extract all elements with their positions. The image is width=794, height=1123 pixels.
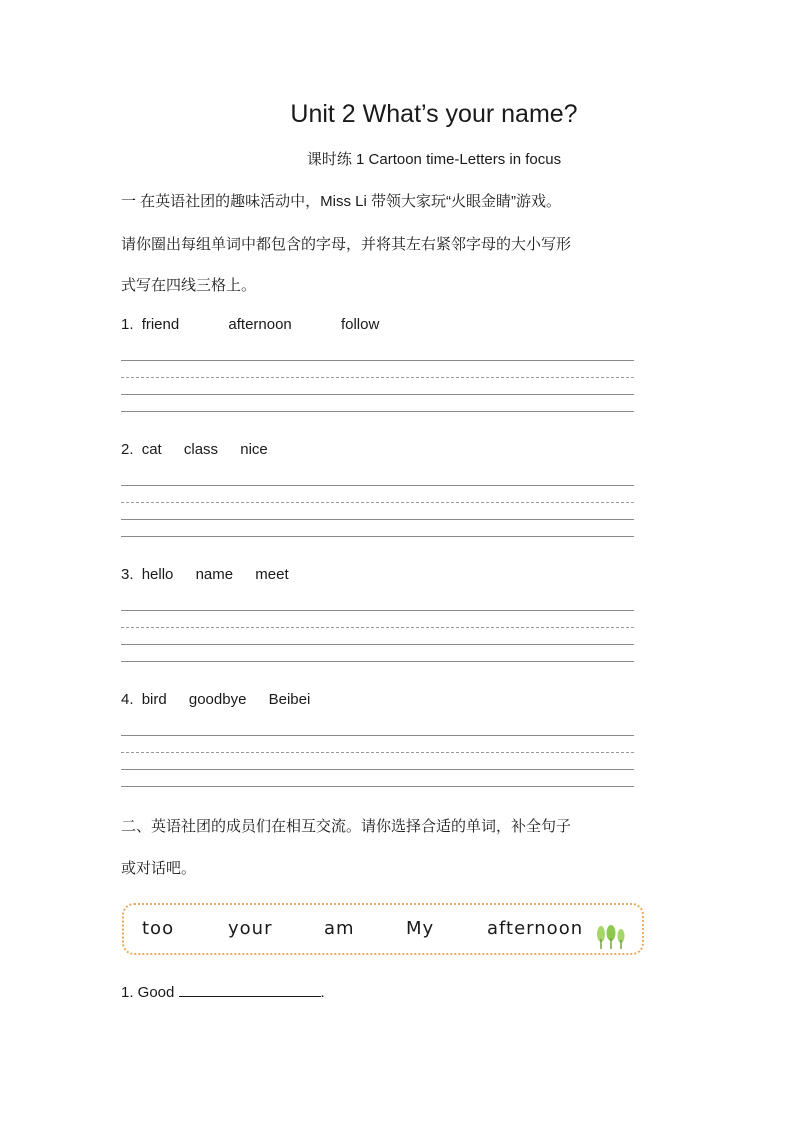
word-bank-item: your — [228, 918, 273, 939]
word-bank-item: too — [142, 918, 175, 939]
word-group-3 — [121, 566, 289, 583]
group-word: goodbye — [188, 691, 247, 708]
group-number: 1. — [121, 316, 134, 333]
instruction-line: 或对话吧。 — [121, 860, 197, 877]
page-title: Unit 2 What’s your name? — [290, 100, 578, 128]
group-word: nice — [240, 441, 268, 458]
question-text: 1. Good — [121, 984, 175, 1001]
group-word: meet — [255, 566, 289, 583]
group-word: afternoon — [228, 316, 292, 333]
group-word: hello — [141, 566, 174, 583]
four-line-grid[interactable] — [121, 360, 634, 412]
word-bank-item: am — [324, 918, 355, 939]
question-end: . — [320, 984, 325, 1001]
word-bank-item: afternoon — [487, 918, 584, 939]
group-word: cat — [141, 441, 162, 458]
group-number: 3. — [121, 566, 134, 583]
word-bank-item: My — [406, 918, 435, 939]
group-word: Beibei — [268, 691, 311, 708]
instruction-line: 二、英语社团的成员们在相互交流。请你选择合适的单词，补全句子 — [121, 818, 572, 835]
question-1 — [121, 982, 325, 1001]
four-line-grid[interactable] — [121, 485, 634, 537]
word-group-2 — [121, 441, 268, 458]
page-subtitle: 课时练 1 Cartoon time-Letters in focus — [306, 151, 562, 168]
instruction-line: 请你圈出每组单词中都包含的字母，并将其左右紧邻字母的大小写形 — [121, 236, 572, 253]
group-number: 2. — [121, 441, 134, 458]
four-line-grid[interactable] — [121, 610, 634, 662]
instruction-line: 式写在四线三格上。 — [121, 277, 257, 294]
trees-icon — [596, 925, 628, 951]
word-group-1 — [121, 316, 379, 333]
four-line-grid[interactable] — [121, 735, 634, 787]
instruction-line: 一 在英语社团的趣味活动中，Miss Li 带领大家玩“火眼金睛”游戏。 — [121, 193, 561, 210]
word-group-4 — [121, 691, 310, 708]
group-number: 4. — [121, 691, 134, 708]
group-word: bird — [141, 691, 167, 708]
group-word: class — [183, 441, 219, 458]
answer-blank[interactable] — [179, 982, 321, 997]
group-word: friend — [141, 316, 180, 333]
group-word: follow — [340, 316, 380, 333]
group-word: name — [195, 566, 234, 583]
word-bank-box — [122, 903, 644, 955]
